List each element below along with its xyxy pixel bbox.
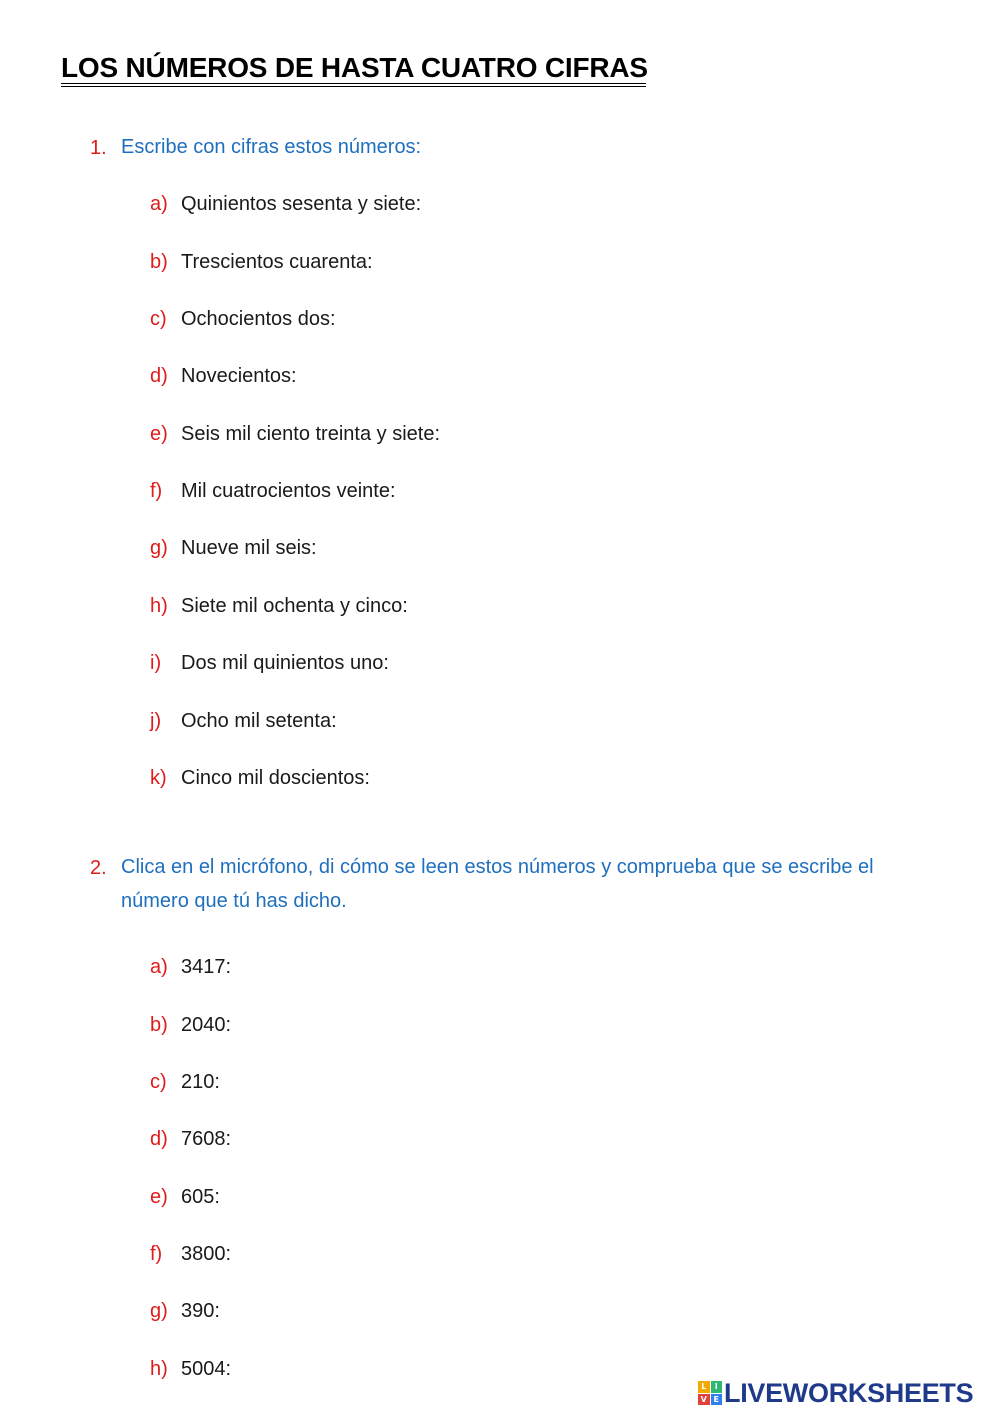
item-text: Seis mil ciento treinta y siete: <box>181 423 440 445</box>
q1-item-i <box>150 648 389 678</box>
q2-item-c <box>150 1067 220 1097</box>
q2-item-d <box>150 1124 231 1154</box>
item-text: 605: <box>181 1186 220 1208</box>
q2-item-g <box>150 1296 220 1326</box>
q2-item-f <box>150 1239 231 1269</box>
item-letter: j) <box>150 710 162 732</box>
item-letter: f) <box>150 1243 163 1265</box>
logo-mark-letter: E <box>711 1394 723 1406</box>
logo-mark-letter: I <box>711 1381 723 1393</box>
item-letter: k) <box>150 767 167 789</box>
q1-item-k <box>150 763 370 793</box>
q2-item-e <box>150 1182 220 1212</box>
q1-item-b <box>150 247 373 277</box>
item-text: Mil cuatrocientos veinte: <box>181 480 396 502</box>
item-letter: b) <box>150 1014 168 1036</box>
question-2-number: 2. <box>90 857 107 879</box>
q1-item-j <box>150 706 337 736</box>
q2-item-h <box>150 1354 231 1384</box>
q1-item-c <box>150 304 336 334</box>
item-text: Dos mil quinientos uno: <box>181 652 389 674</box>
liveworksheets-logo[interactable] <box>698 1378 973 1408</box>
item-text: 2040: <box>181 1014 232 1036</box>
item-letter: g) <box>150 1300 168 1322</box>
q1-item-e <box>150 419 440 449</box>
item-text: Siete mil ochenta y cinco: <box>181 595 408 617</box>
logo-mark-letter: L <box>698 1381 710 1393</box>
page-title: LOS NÚMEROS DE HASTA CUATRO CIFRAS <box>61 52 648 83</box>
item-text: 210: <box>181 1071 220 1093</box>
logo-text: LIVEWORKSHEETS <box>724 1377 974 1408</box>
q1-item-g <box>150 533 317 563</box>
item-letter: c) <box>150 308 167 330</box>
q1-item-d <box>150 361 297 391</box>
item-letter: a) <box>150 956 168 978</box>
item-letter: f) <box>150 480 163 502</box>
item-letter: d) <box>150 365 168 387</box>
q1-item-h <box>150 591 408 621</box>
liveworksheets-logo-icon <box>698 1381 722 1405</box>
q2-item-b <box>150 1010 231 1040</box>
item-text: 390: <box>181 1300 220 1322</box>
item-letter: e) <box>150 1186 168 1208</box>
item-text: 3800: <box>181 1243 232 1265</box>
item-text: Nueve mil seis: <box>181 537 317 559</box>
item-text: 7608: <box>181 1128 232 1150</box>
item-text: Cinco mil doscientos: <box>181 767 370 789</box>
title-underline <box>61 83 646 87</box>
item-text: Quinientos sesenta y siete: <box>181 193 422 215</box>
item-text: Ochocientos dos: <box>181 308 336 330</box>
item-text: Novecientos: <box>181 365 297 387</box>
item-letter: h) <box>150 1358 168 1380</box>
item-letter: c) <box>150 1071 167 1093</box>
question-1-text: Escribe con cifras estos números: <box>121 136 422 158</box>
item-text: 5004: <box>181 1358 232 1380</box>
item-text: Ocho mil setenta: <box>181 710 337 732</box>
question-1-number: 1. <box>90 137 107 159</box>
item-letter: d) <box>150 1128 168 1150</box>
item-letter: g) <box>150 537 168 559</box>
item-letter: h) <box>150 595 168 617</box>
q1-item-a <box>150 189 421 219</box>
question-2-text: Clica en el micrófono, di cómo se leen estos números y comprueba que se escribe el número que tú has dicho. <box>121 856 874 912</box>
item-letter: e) <box>150 423 168 445</box>
item-letter: i) <box>150 652 162 674</box>
item-letter: a) <box>150 193 168 215</box>
q1-item-f <box>150 476 396 506</box>
logo-mark-letter: V <box>698 1394 710 1406</box>
q2-item-a <box>150 952 231 982</box>
item-text: Trescientos cuarenta: <box>181 251 373 273</box>
item-text: 3417: <box>181 956 232 978</box>
item-letter: b) <box>150 251 168 273</box>
